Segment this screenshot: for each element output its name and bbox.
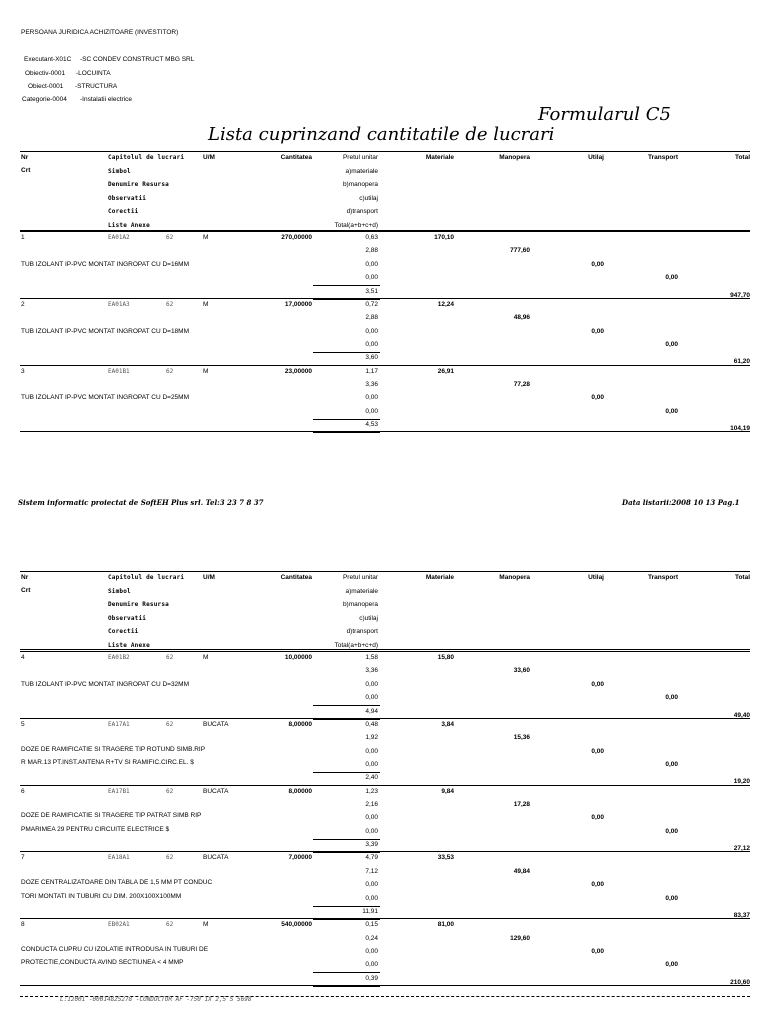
item-description: CONDUCTA CUPRU CU IZOLATIE INTRODUSA IN TUBURI DE: [21, 946, 209, 953]
item-separator: [20, 851, 750, 852]
item-price-1: 1,92: [365, 734, 378, 742]
item-manopera: 129,60: [510, 934, 530, 942]
item-utilaj: 0,00: [591, 881, 604, 889]
form-title: Formularul C5: [538, 104, 671, 125]
item-price-2: 0,00: [365, 747, 378, 755]
footer-date-page: Data listarii:2008 10 13 Pag.1: [622, 498, 740, 507]
item-nr: 1: [21, 234, 25, 241]
item-utilaj: 0,00: [591, 260, 604, 268]
item-um: BUCATA: [203, 720, 229, 728]
item-nr: 6: [21, 787, 25, 795]
item-price-1: 2,88: [365, 314, 378, 322]
table-bottom-line: [20, 985, 750, 986]
item-utilaj: 0,00: [591, 948, 604, 955]
col-transport: Transport: [648, 154, 678, 161]
item-code: EA18A1: [108, 854, 130, 862]
col-pret-3: c)utilaj: [359, 194, 378, 202]
meta-executant-code: Executant-X01C: [24, 56, 72, 63]
col-cantitatea: Cantitatea: [280, 154, 312, 161]
item-transport: 0,00: [665, 341, 678, 348]
item-price-0: 0,15: [365, 921, 378, 929]
item-materiale: 3,84: [441, 720, 454, 728]
item-separator: [20, 651, 750, 652]
item-price-4: 3,60: [365, 354, 378, 362]
item-materiale: 33,53: [437, 854, 454, 862]
price-subtotal-line: [313, 972, 380, 973]
item-price-3: 0,00: [365, 274, 378, 282]
item-price-2: 0,00: [365, 260, 378, 268]
item-manopera: 77,28: [513, 381, 530, 388]
item-price-3: 0,00: [365, 961, 378, 969]
meta-obiect-code: Obiect-0001: [28, 83, 64, 90]
col-utilaj: Utilaj: [588, 154, 604, 161]
item-qty: 17,00000: [284, 300, 312, 308]
item-price-0: 0,48: [365, 720, 378, 728]
item-price-2: 0,00: [365, 394, 378, 402]
item-price-0: 4,79: [365, 854, 378, 862]
item-transport: 0,00: [665, 894, 678, 902]
item-price-0: 1,17: [365, 367, 378, 375]
item-qty: 10,00000: [284, 654, 312, 661]
item-nr: 2: [21, 300, 25, 308]
item-price-4: 3,39: [365, 841, 378, 849]
col-pret-0: Pretul unitar: [342, 574, 378, 581]
item-code: EA17B1: [108, 787, 130, 795]
page2-header-bottom-line: [20, 649, 750, 650]
col-capitol-2: Denumire Resursa: [108, 181, 169, 188]
col-nr: Nr: [21, 154, 29, 161]
item-code: EA01B1: [108, 367, 130, 375]
item-description: PMARIMEA 29 PENTRU CIRCUITE ELECTRICE $: [21, 825, 170, 833]
col-total: Total: [734, 154, 750, 161]
item-um: BUCATA: [203, 854, 229, 862]
col-utilaj: Utilaj: [588, 574, 604, 581]
price-subtotal-line: [313, 906, 380, 907]
item-qty: 540,00000: [281, 921, 312, 929]
item-manopera: 49,84: [513, 867, 530, 875]
item-description: DOZE DE RAMIFICATIE SI TRAGERE TIP ROTUND SIMB.RIP: [21, 745, 206, 753]
item-code: EB02A1: [108, 921, 130, 929]
col-materiale: Materiale: [425, 154, 454, 161]
page2-header-top-line: [20, 571, 750, 572]
col-pret-4: d)transport: [346, 628, 378, 635]
meta-categorie-code: Categorie-0004: [22, 96, 67, 103]
item-price-3: 0,00: [365, 761, 378, 768]
item-nr: 5: [21, 720, 25, 728]
item-separator: [20, 718, 750, 719]
col-pret-5: Total(a+b+c+d): [334, 641, 378, 649]
item-price-0: 0,63: [365, 234, 378, 241]
item-price-4: 11,91: [362, 908, 378, 915]
item-transport: 0,00: [665, 761, 678, 768]
meta-obiectiv-value: -LOCUINTA: [76, 70, 111, 77]
col-capitol-5: Liste Anexe: [108, 221, 150, 229]
item-price-4: 2,40: [365, 774, 378, 782]
col-pret-3: c)utilaj: [359, 614, 378, 622]
item-manopera: 33,60: [513, 667, 530, 675]
item-materiale: 81,00: [437, 921, 454, 929]
item-price-3: 0,00: [365, 894, 378, 902]
item-total: 27,12: [733, 845, 750, 853]
col-capitol-4: Corectii: [108, 208, 139, 215]
item-manopera: 777,60: [510, 247, 530, 255]
col-um: U/M: [203, 154, 215, 161]
item-manopera: 17,28: [513, 801, 530, 808]
item-materiale: 26,91: [437, 367, 454, 375]
item-code: EA17A1: [108, 720, 130, 728]
item-code-suffix: 62: [166, 367, 174, 375]
col-capitol-3: Observatii: [108, 614, 147, 622]
item-transport: 0,00: [665, 407, 678, 415]
col-crt: Crt: [21, 167, 31, 174]
col-um: U/M: [203, 574, 215, 581]
item-transport: 0,00: [665, 827, 678, 835]
item-transport: 0,00: [665, 694, 678, 702]
item-total: 19,20: [733, 778, 750, 786]
col-capitol-3: Observatii: [108, 194, 147, 202]
item-price-2: 0,00: [365, 948, 378, 955]
item-price-1: 3,36: [365, 381, 378, 388]
col-pret-2: b)manopera: [342, 601, 378, 608]
item-description: PROTECTIE,CONDUCTA AVIND SECTIUNEA < 4 MMP: [21, 959, 184, 967]
meta-executant-value: -SC CONDEV CONSTRUCT MBG SRL: [80, 56, 195, 63]
col-capitol-4: Corectii: [108, 628, 139, 635]
page1-header-top-line: [20, 151, 750, 152]
footer-software: Sistem informatic proiectat de SoftEH Plus srl. Tel:3 23 7 8 37: [18, 498, 264, 507]
item-price-1: 3,36: [365, 667, 378, 675]
item-manopera: 15,36: [513, 734, 530, 742]
item-separator: [20, 231, 750, 232]
col-pret-5: Total(a+b+c+d): [334, 221, 378, 229]
item-code: EA01A3: [108, 300, 130, 308]
item-total: 104,19: [730, 425, 750, 433]
item-price-2: 0,00: [365, 814, 378, 822]
item-price-4: 3,51: [365, 287, 378, 295]
col-capitol-0: Capitolul de lucrari: [108, 574, 185, 581]
col-manopera: Manopera: [499, 574, 530, 581]
price-subtotal-line: [313, 705, 380, 706]
item-price-1: 7,12: [365, 867, 378, 875]
col-cantitatea: Cantitatea: [280, 574, 312, 581]
item-price-2: 0,00: [365, 881, 378, 889]
item-total: 210,60: [730, 978, 750, 986]
table-bottom-line: [20, 431, 750, 432]
investor-label: PERSOANA JURIDICA ACHIZITOARE (INVESTITOR): [21, 29, 179, 36]
item-utilaj: 0,00: [591, 747, 604, 755]
item-price-0: 1,58: [365, 654, 378, 661]
item-code-suffix: 62: [166, 654, 174, 661]
col-materiale: Materiale: [425, 574, 454, 581]
item-qty: 8,00000: [288, 787, 312, 795]
col-capitol-1: Simbol: [108, 587, 131, 595]
item-um: M: [203, 654, 209, 661]
price-subtotal-line: [313, 772, 380, 773]
item-total: 83,37: [733, 912, 750, 919]
item-utilaj: 0,00: [591, 327, 604, 335]
meta-obiect-value: -STRUCTURA: [75, 83, 118, 90]
meta-obiectiv-code: Obiectiv-0001: [25, 70, 66, 77]
price-subtotal-line: [313, 839, 380, 840]
item-code-suffix: 62: [166, 921, 174, 929]
item-nr: 7: [21, 854, 25, 862]
item-price-4: 4,53: [365, 421, 378, 429]
col-capitol-1: Simbol: [108, 167, 131, 175]
item-price-1: 2,88: [365, 247, 378, 255]
item-um: M: [203, 921, 209, 929]
meta-categorie-value: -Instalatii electrice: [80, 96, 133, 103]
item-qty: 8,00000: [288, 720, 312, 728]
col-pret-1: a)materiale: [345, 587, 378, 595]
item-description: TUB IZOLANT IP-PVC MONTAT INGROPAT CU D=32MM: [21, 680, 189, 688]
item-code-suffix: 62: [166, 720, 174, 728]
col-pret-2: b)manopera: [342, 181, 378, 188]
item-um: M: [203, 234, 209, 241]
item-um: BUCATA: [203, 787, 229, 795]
price-subtotal-line: [313, 285, 380, 286]
col-transport: Transport: [648, 574, 678, 581]
item-utilaj: 0,00: [591, 394, 604, 402]
item-qty: 23,00000: [284, 367, 312, 375]
item-materiale: 15,80: [437, 654, 454, 661]
item-qty: 7,00000: [288, 854, 312, 862]
item-description: TUB IZOLANT IP-PVC MONTAT INGROPAT CU D=25MM: [21, 394, 189, 402]
item-utilaj: 0,00: [591, 814, 604, 822]
bottom-resource-line: L:12001 -00014825278 -CONDUCTOR AF -750 1X 2,5 S 5698: [60, 996, 252, 1003]
price-subtotal-line: [313, 419, 380, 420]
item-description: DOZE DE RAMIFICATIE SI TRAGERE TIP PATRAT SIMB RIP: [21, 812, 202, 820]
item-code-suffix: 62: [166, 787, 174, 795]
item-price-3: 0,00: [365, 694, 378, 702]
item-code-suffix: 62: [166, 854, 174, 862]
col-pret-1: a)materiale: [345, 167, 378, 175]
item-code-suffix: 62: [166, 300, 174, 308]
item-um: M: [203, 300, 209, 308]
item-separator: [20, 298, 750, 299]
item-total: 49,40: [733, 711, 750, 719]
price-subtotal-line: [313, 352, 380, 353]
col-capitol-0: Capitolul de lucrari: [108, 154, 185, 161]
col-capitol-2: Denumire Resursa: [108, 601, 169, 608]
item-separator: [20, 365, 750, 366]
item-description: TUB IZOLANT IP-PVC MONTAT INGROPAT CU D=18MM: [21, 327, 189, 335]
item-separator: [20, 918, 750, 919]
item-price-3: 0,00: [365, 341, 378, 348]
item-materiale: 12,24: [437, 300, 454, 308]
col-crt: Crt: [21, 587, 31, 594]
item-code-suffix: 62: [166, 234, 174, 241]
item-transport: 0,00: [665, 274, 678, 282]
item-total: 947,70: [730, 291, 750, 299]
item-description: TORI MONTATI IN TUBURI CU DIM. 200X100X100MM: [21, 892, 182, 900]
item-price-2: 0,00: [365, 327, 378, 335]
item-materiale: 170,10: [434, 234, 454, 241]
col-total: Total: [734, 574, 750, 581]
item-code: EA01A2: [108, 234, 130, 241]
item-utilaj: 0,00: [591, 680, 604, 688]
item-manopera: 48,96: [513, 314, 530, 322]
item-transport: 0,00: [665, 961, 678, 969]
item-um: M: [203, 367, 209, 375]
item-total: 61,20: [733, 358, 750, 366]
item-description: DOZE CENTRALIZATOARE DIN TABLA DE 1,5 MM PT CONDUC: [21, 879, 213, 887]
col-capitol-5: Liste Anexe: [108, 641, 150, 649]
item-price-3: 0,00: [365, 827, 378, 835]
col-pret-4: d)transport: [346, 208, 378, 215]
list-title: Lista cuprinzand cantitatile de lucrari: [208, 124, 555, 145]
item-price-0: 1,23: [365, 787, 378, 795]
item-separator: [20, 785, 750, 786]
item-price-4: 4,94: [365, 707, 378, 715]
item-price-1: 2,16: [365, 801, 378, 808]
item-nr: 4: [21, 654, 25, 661]
item-price-4: 0,39: [365, 974, 378, 982]
item-price-3: 0,00: [365, 407, 378, 415]
item-nr: 8: [21, 921, 25, 929]
col-manopera: Manopera: [499, 154, 530, 161]
item-price-1: 0,24: [365, 934, 378, 942]
item-code: EA01B2: [108, 654, 130, 661]
item-price-0: 0,72: [365, 300, 378, 308]
col-nr: Nr: [21, 574, 29, 581]
item-description: TUB IZOLANT IP-PVC MONTAT INGROPAT CU D=16MM: [21, 260, 189, 268]
item-qty: 270,00000: [281, 234, 312, 241]
col-pret-0: Pretul unitar: [342, 154, 378, 161]
item-materiale: 9,84: [441, 787, 454, 795]
item-price-2: 0,00: [365, 680, 378, 688]
item-description: R MAR.13 PT.INST.ANTENA R+TV SI RAMIFIC.CIRC.EL. $: [21, 759, 194, 766]
item-nr: 3: [21, 367, 25, 375]
